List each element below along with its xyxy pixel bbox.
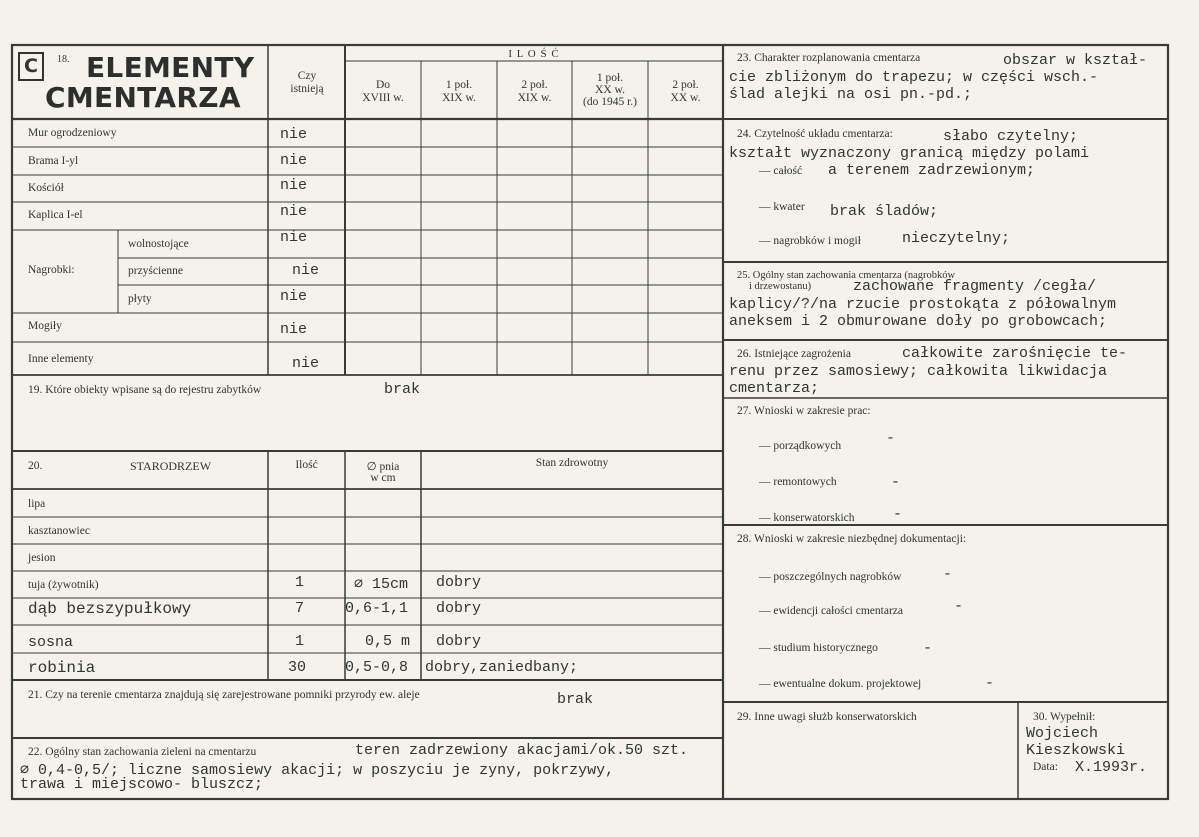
col-diameter-header-2: w cm [370,472,396,484]
section-25-label-2: i drzewostanu) [749,281,812,292]
tree-row-6-count: 1 [295,633,305,650]
section-27-item-2-label: — remontowych [759,476,837,488]
row-label-tombstones: Nagrobki: [28,264,75,276]
section-27-item-3-value: - [893,506,903,523]
row-label-gate: Brama I-yl [28,155,79,167]
section-28-item-3-value: - [923,640,933,657]
row-value-slabs: nie [280,288,308,305]
row-value-chapel: nie [280,203,308,220]
section-22-line2: ∅ 0,4-0,5/; liczne samosiewy akacji; w poszyciu je zyny, pokrzywy, [20,762,615,779]
filled-by-name-1: Wojciech [1026,725,1099,742]
section-27-item-1-label: — porządkowych [759,440,842,452]
section-20-number: 20. [28,460,43,472]
period-header-4c: (do 1945 r.) [583,96,637,108]
date-label: Data: [1033,761,1058,773]
period-header-1a: Do [375,79,391,91]
section-19-label: 19. Które obiekty wpisane są do rejestru zabytków [28,384,262,396]
period-header-2b: XIX w. [442,92,476,104]
row-label-other: Inne elementy [28,353,94,365]
row-label-freestanding: wolnostojące [128,238,189,250]
row-label-graves: Mogiły [28,320,62,332]
period-header-3a: 2 poł. [521,79,548,91]
col-diameter-header-1: ∅ pnia [366,461,400,473]
section-24-sub-total: — całość [759,165,803,177]
period-header-3b: XIX w. [517,92,552,104]
section-23-line2: cie zbliżonym do trapezu; w części wsch.- [729,69,1099,86]
exists-header-2: istnieją [290,83,324,95]
tree-row-5-diameter: 0,6-1,1 [345,600,409,617]
tree-row-7-name: robinia [28,659,96,677]
section-24-label: 24. Czytelność układu cmentarza: [737,128,893,140]
tree-row-3-name: jesion [28,552,56,564]
tree-row-7-diameter: 0,5-0,8 [345,659,409,676]
period-header-4a: 1 poł. [596,72,624,84]
tree-row-4-diameter: ∅ 15cm [354,576,409,593]
section-27-item-1-value: - [886,430,896,447]
section-21-value: brak [557,691,594,708]
row-label-slabs: płyty [128,293,152,305]
section-25-label-1: 25. Ogólny stan zachowania cmentarza (nagrobków [737,270,956,281]
tree-row-5-name: dąb bezszypułkowy [28,600,192,618]
section-28-label: 28. Wnioski w zakresie niezbędnej dokumentacji: [737,533,967,545]
section-24-value-graves: nieczytelny; [902,230,1011,247]
section-28-item-4-label: — ewentualne dokum. projektowej [759,678,922,690]
section-19-value: brak [384,381,421,398]
row-value-other: nie [292,355,320,372]
section-23-label: 23. Charakter rozplanowania cmentarza [737,52,921,64]
section-28-item-1-value: - [943,566,953,583]
period-header-5a: 2 poł. [672,79,699,91]
row-value-wall: nie [280,126,308,143]
section-24-value-total: a terenem zadrzewionym; [828,162,1036,179]
section-25-value1: zachowane fragmenty /cegła/ [853,278,1097,295]
section-30-label: 30. Wypełnił: [1033,711,1096,723]
section-23-line3: ślad alejki na osi pn.-pd.; [729,86,973,103]
period-header-4b: XX w. [595,84,625,96]
date-value: X.1993r. [1075,759,1148,776]
section-18-title-line2: CMENTARZA [45,81,241,114]
tree-row-1-name: lipa [28,498,46,510]
period-header-5b: XX w. [670,92,701,104]
tree-row-5-count: 7 [295,600,305,617]
section-22-line3: trawa i miejscowo- bluszcz; [20,776,264,793]
exists-header-1: Czy [297,70,317,82]
row-value-wall-mounted: nie [292,262,320,279]
row-value-freestanding: nie [280,229,308,246]
period-header-2a: 1 poł. [445,79,473,91]
row-label-church: Kościół [28,182,64,194]
section-22-line1: teren zadrzewiony akacjami/ok.50 szt. [355,742,689,759]
section-18-number: 18. [57,54,70,65]
tree-row-2-name: kasztanowiec [28,525,90,537]
col-count-header: Ilość [295,459,318,471]
section-28-item-1-label: — poszczególnych nagrobków [759,571,902,583]
filled-by-name-2: Kieszkowski [1026,742,1126,759]
row-label-chapel: Kaplica I-el [28,209,83,221]
row-value-graves: nie [280,321,308,338]
period-header-1b: XVIII w. [362,92,404,104]
section-22-label: 22. Ogólny stan zachowania zieleni na cmentarzu [28,746,257,758]
section-28-item-3-label: — studium historycznego [759,642,878,654]
col-health-header: Stan zdrowotny [535,457,609,469]
row-label-wall-mounted: przyścienne [128,265,183,277]
tree-row-6-diameter: 0,5 m [365,633,411,650]
section-26-label: 26. Istniejące zagrożenia [737,348,851,360]
section-24-sub-quarters: — kwater [759,201,805,213]
section-24-sub-graves: — nagrobków i mogił [759,235,861,247]
section-26-value1: całkowite zarośnięcie te- [902,345,1128,362]
section-28-item-4-value: - [985,675,995,692]
section-28-item-2-label: — ewidencji całości cmentarza [759,605,903,617]
tree-row-5-health: dobry [436,600,482,617]
section-28-item-2-value: - [954,598,964,615]
tree-row-6-name: sosna [28,634,74,651]
tree-row-4-health: dobry [436,574,482,591]
row-value-church: nie [280,177,308,194]
section-18-title-line1: ELEMENTY [86,51,255,84]
tree-row-4-count: 1 [295,574,305,591]
section-24-value-quarters: brak śladów; [830,203,939,220]
section-27-label: 27. Wnioski w zakresie prac: [737,405,871,417]
section-24-value1: słabo czytelny; [943,128,1079,145]
tree-row-7-health: dobry,zaniedbany; [425,659,579,676]
section-24-line2: kształt wyznaczony granicą między polami [729,145,1090,162]
section-27-item-2-value: - [891,474,901,491]
section-25-line3: aneksem i 2 obmurowane doły po grobowcach; [729,313,1108,330]
tree-row-6-health: dobry [436,633,482,650]
section-20-title: STARODRZEW [130,459,212,473]
section-26-line3: cmentarza; [729,380,820,397]
section-25-line2: kaplicy/?/na rzucie prostokąta z półowalnym [729,296,1117,313]
section-26-line2: renu przez samosiewy; całkowita likwidacja [729,363,1108,380]
section-27-item-3-label: — konserwatorskich [759,512,855,524]
tree-row-4-name: tuja (żywotnik) [28,579,99,591]
tree-row-7-count: 30 [288,659,307,676]
row-value-gate: nie [280,152,308,169]
category-badge: C [18,52,44,81]
quantity-header: I L O Ś Ć [508,48,560,60]
section-23-line1: obszar w kształ- [1003,52,1148,69]
row-label-wall: Mur ogrodzeniowy [28,127,117,139]
section-29-label: 29. Inne uwagi służb konserwatorskich [737,711,917,723]
section-21-label: 21. Czy na terenie cmentarza znajdują się zarejestrowane pomniki przyrody ew. aleje [28,689,420,701]
